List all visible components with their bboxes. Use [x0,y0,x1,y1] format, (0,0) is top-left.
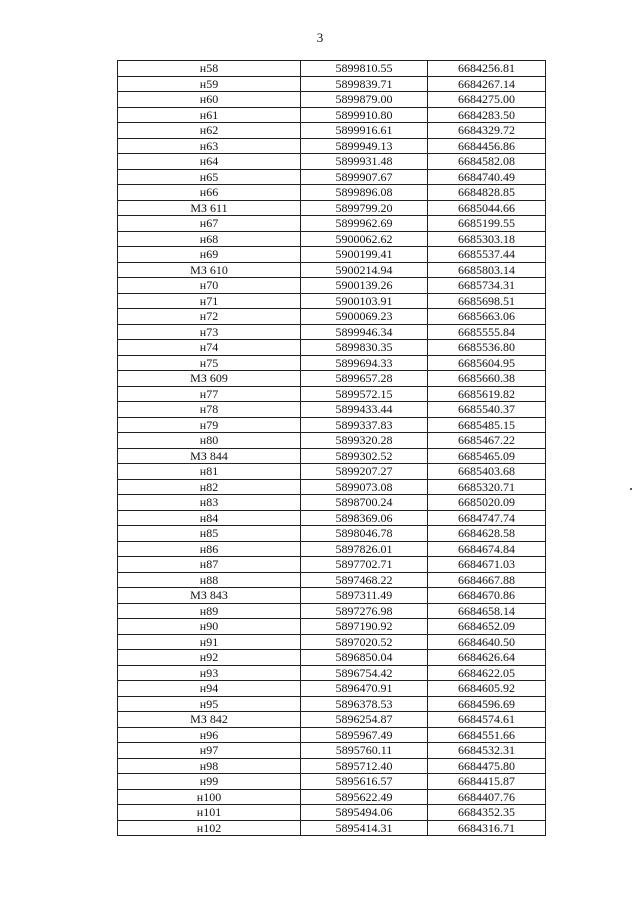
table-row [118,448,546,464]
scan-speck [630,488,632,490]
point-id-cell: н98 [118,758,301,774]
point-id-cell: н95 [118,696,301,712]
y-coordinate-cell: 6685403.68 [428,464,546,480]
y-coordinate-cell: 6684652.09 [428,619,546,635]
x-coordinate-cell: 5899839.71 [301,76,428,92]
y-coordinate-cell: 6685660.38 [428,371,546,387]
table-row [118,681,546,697]
point-id-cell: н89 [118,603,301,619]
y-coordinate-cell: 6685320.71 [428,479,546,495]
x-coordinate-cell: 5897190.92 [301,619,428,635]
table-row [118,526,546,542]
y-coordinate-cell: 6684622.05 [428,665,546,681]
x-coordinate-cell: 5899302.52 [301,448,428,464]
x-coordinate-cell: 5899810.55 [301,61,428,77]
point-id-cell: н83 [118,495,301,511]
x-coordinate-cell: 5899799.20 [301,200,428,216]
point-id-cell: н100 [118,789,301,805]
y-coordinate-cell: 6684670.86 [428,588,546,604]
table-row [118,634,546,650]
table-row [118,293,546,309]
table-row [118,572,546,588]
point-id-cell: н84 [118,510,301,526]
table-row [118,247,546,263]
y-coordinate-cell: 6684828.85 [428,185,546,201]
y-coordinate-cell: 6684671.03 [428,557,546,573]
point-id-cell: н70 [118,278,301,294]
y-coordinate-cell: 6685663.06 [428,309,546,325]
point-id-cell: н79 [118,417,301,433]
x-coordinate-cell: 5895760.11 [301,743,428,759]
table-row [118,417,546,433]
point-id-cell: н92 [118,650,301,666]
table-row [118,774,546,790]
y-coordinate-cell: 6685555.84 [428,324,546,340]
x-coordinate-cell: 5900214.94 [301,262,428,278]
y-coordinate-cell: 6684475.80 [428,758,546,774]
x-coordinate-cell: 5899879.00 [301,92,428,108]
y-coordinate-cell: 6685467.22 [428,433,546,449]
y-coordinate-cell: 6685604.95 [428,355,546,371]
point-id-cell: н90 [118,619,301,635]
table-row [118,712,546,728]
y-coordinate-cell: 6684596.69 [428,696,546,712]
table-row [118,185,546,201]
y-coordinate-cell: 6685803.14 [428,262,546,278]
point-id-cell: н66 [118,185,301,201]
table-row [118,619,546,635]
y-coordinate-cell: 6684605.92 [428,681,546,697]
y-coordinate-cell: 6685020.09 [428,495,546,511]
table-row [118,61,546,77]
table-row [118,805,546,821]
x-coordinate-cell: 5898369.06 [301,510,428,526]
table-row [118,696,546,712]
point-id-cell: МЗ 842 [118,712,301,728]
point-id-cell: МЗ 611 [118,200,301,216]
point-id-cell: н86 [118,541,301,557]
point-id-cell: н72 [118,309,301,325]
x-coordinate-cell: 5898700.24 [301,495,428,511]
x-coordinate-cell: 5897702.71 [301,557,428,573]
y-coordinate-cell: 6684658.14 [428,603,546,619]
point-id-cell: н88 [118,572,301,588]
x-coordinate-cell: 5900139.26 [301,278,428,294]
x-coordinate-cell: 5895414.31 [301,820,428,836]
coordinates-table-body [118,61,546,836]
y-coordinate-cell: 6684574.61 [428,712,546,728]
x-coordinate-cell: 5895967.49 [301,727,428,743]
point-id-cell: н73 [118,324,301,340]
x-coordinate-cell: 5898046.78 [301,526,428,542]
point-id-cell: н87 [118,557,301,573]
point-id-cell: н82 [118,479,301,495]
y-coordinate-cell: 6684283.50 [428,107,546,123]
table-row [118,402,546,418]
x-coordinate-cell: 5897020.52 [301,634,428,650]
table-row [118,479,546,495]
page-number: 3 [316,30,324,45]
point-id-cell: н63 [118,138,301,154]
table-row [118,169,546,185]
y-coordinate-cell: 6684747.74 [428,510,546,526]
table-row [118,386,546,402]
table-row [118,541,546,557]
y-coordinate-cell: 6684582.08 [428,154,546,170]
table-row [118,340,546,356]
y-coordinate-cell: 6685540.37 [428,402,546,418]
table-row [118,324,546,340]
y-coordinate-cell: 6684407.76 [428,789,546,805]
point-id-cell: н61 [118,107,301,123]
point-id-cell: н59 [118,76,301,92]
point-id-cell: н94 [118,681,301,697]
y-coordinate-cell: 6684415.87 [428,774,546,790]
table-row [118,92,546,108]
y-coordinate-cell: 6684551.66 [428,727,546,743]
table-row [118,789,546,805]
x-coordinate-cell: 5899910.80 [301,107,428,123]
x-coordinate-cell: 5900199.41 [301,247,428,263]
table-row [118,138,546,154]
x-coordinate-cell: 5897311.49 [301,588,428,604]
table-row [118,371,546,387]
y-coordinate-cell: 6684628.58 [428,526,546,542]
x-coordinate-cell: 5899962.69 [301,216,428,232]
point-id-cell: н68 [118,231,301,247]
table-row [118,262,546,278]
coordinates-table [117,60,546,836]
table-row [118,743,546,759]
y-coordinate-cell: 6685698.51 [428,293,546,309]
y-coordinate-cell: 6685536.80 [428,340,546,356]
point-id-cell: н60 [118,92,301,108]
point-id-cell: н65 [118,169,301,185]
x-coordinate-cell: 5899207.27 [301,464,428,480]
point-id-cell: н78 [118,402,301,418]
y-coordinate-cell: 6684267.14 [428,76,546,92]
table-row [118,216,546,232]
x-coordinate-cell: 5897276.98 [301,603,428,619]
x-coordinate-cell: 5899337.83 [301,417,428,433]
x-coordinate-cell: 5897826.01 [301,541,428,557]
x-coordinate-cell: 5899949.13 [301,138,428,154]
point-id-cell: н93 [118,665,301,681]
point-id-cell: н74 [118,340,301,356]
point-id-cell: МЗ 610 [118,262,301,278]
point-id-cell: н62 [118,123,301,139]
x-coordinate-cell: 5899931.48 [301,154,428,170]
table-row [118,309,546,325]
x-coordinate-cell: 5895712.40 [301,758,428,774]
y-coordinate-cell: 6685465.09 [428,448,546,464]
x-coordinate-cell: 5899657.28 [301,371,428,387]
x-coordinate-cell: 5899896.08 [301,185,428,201]
table-row [118,557,546,573]
table-row [118,231,546,247]
point-id-cell: н101 [118,805,301,821]
y-coordinate-cell: 6685619.82 [428,386,546,402]
x-coordinate-cell: 5900069.23 [301,309,428,325]
point-id-cell: МЗ 844 [118,448,301,464]
y-coordinate-cell: 6684329.72 [428,123,546,139]
y-coordinate-cell: 6684256.81 [428,61,546,77]
table-row [118,510,546,526]
y-coordinate-cell: 6684316.71 [428,820,546,836]
table-row [118,727,546,743]
y-coordinate-cell: 6684674.84 [428,541,546,557]
x-coordinate-cell: 5899320.28 [301,433,428,449]
x-coordinate-cell: 5895616.57 [301,774,428,790]
point-id-cell: н64 [118,154,301,170]
table-row [118,758,546,774]
table-row [118,355,546,371]
x-coordinate-cell: 5899572.15 [301,386,428,402]
table-row [118,278,546,294]
x-coordinate-cell: 5899073.08 [301,479,428,495]
point-id-cell: н75 [118,355,301,371]
x-coordinate-cell: 5896254.87 [301,712,428,728]
y-coordinate-cell: 6685199.55 [428,216,546,232]
y-coordinate-cell: 6684740.49 [428,169,546,185]
x-coordinate-cell: 5899907.67 [301,169,428,185]
y-coordinate-cell: 6685485.15 [428,417,546,433]
y-coordinate-cell: 6684275.00 [428,92,546,108]
table-row [118,200,546,216]
x-coordinate-cell: 5899433.44 [301,402,428,418]
x-coordinate-cell: 5900103.91 [301,293,428,309]
table-row [118,154,546,170]
point-id-cell: МЗ 843 [118,588,301,604]
table-row [118,495,546,511]
point-id-cell: н96 [118,727,301,743]
x-coordinate-cell: 5900062.62 [301,231,428,247]
table-row [118,433,546,449]
y-coordinate-cell: 6684667.88 [428,572,546,588]
table-row [118,650,546,666]
x-coordinate-cell: 5899830.35 [301,340,428,356]
point-id-cell: н67 [118,216,301,232]
point-id-cell: н58 [118,61,301,77]
table-row [118,820,546,836]
y-coordinate-cell: 6685044.66 [428,200,546,216]
y-coordinate-cell: 6685303.18 [428,231,546,247]
table-row [118,603,546,619]
point-id-cell: н102 [118,820,301,836]
point-id-cell: н91 [118,634,301,650]
y-coordinate-cell: 6685734.31 [428,278,546,294]
y-coordinate-cell: 6684456.86 [428,138,546,154]
table-row [118,107,546,123]
point-id-cell: МЗ 609 [118,371,301,387]
y-coordinate-cell: 6684352.35 [428,805,546,821]
y-coordinate-cell: 6685537.44 [428,247,546,263]
table-row [118,76,546,92]
point-id-cell: н97 [118,743,301,759]
x-coordinate-cell: 5899916.61 [301,123,428,139]
x-coordinate-cell: 5896754.42 [301,665,428,681]
point-id-cell: н81 [118,464,301,480]
point-id-cell: н99 [118,774,301,790]
y-coordinate-cell: 6684532.31 [428,743,546,759]
x-coordinate-cell: 5896850.04 [301,650,428,666]
point-id-cell: н77 [118,386,301,402]
table-row [118,464,546,480]
point-id-cell: н85 [118,526,301,542]
point-id-cell: н69 [118,247,301,263]
x-coordinate-cell: 5896470.91 [301,681,428,697]
x-coordinate-cell: 5897468.22 [301,572,428,588]
table-row [118,665,546,681]
y-coordinate-cell: 6684626.64 [428,650,546,666]
y-coordinate-cell: 6684640.50 [428,634,546,650]
point-id-cell: н71 [118,293,301,309]
point-id-cell: н80 [118,433,301,449]
x-coordinate-cell: 5896378.53 [301,696,428,712]
table-row [118,123,546,139]
x-coordinate-cell: 5895494.06 [301,805,428,821]
x-coordinate-cell: 5899694.33 [301,355,428,371]
table-row [118,588,546,604]
x-coordinate-cell: 5895622.49 [301,789,428,805]
x-coordinate-cell: 5899946.34 [301,324,428,340]
